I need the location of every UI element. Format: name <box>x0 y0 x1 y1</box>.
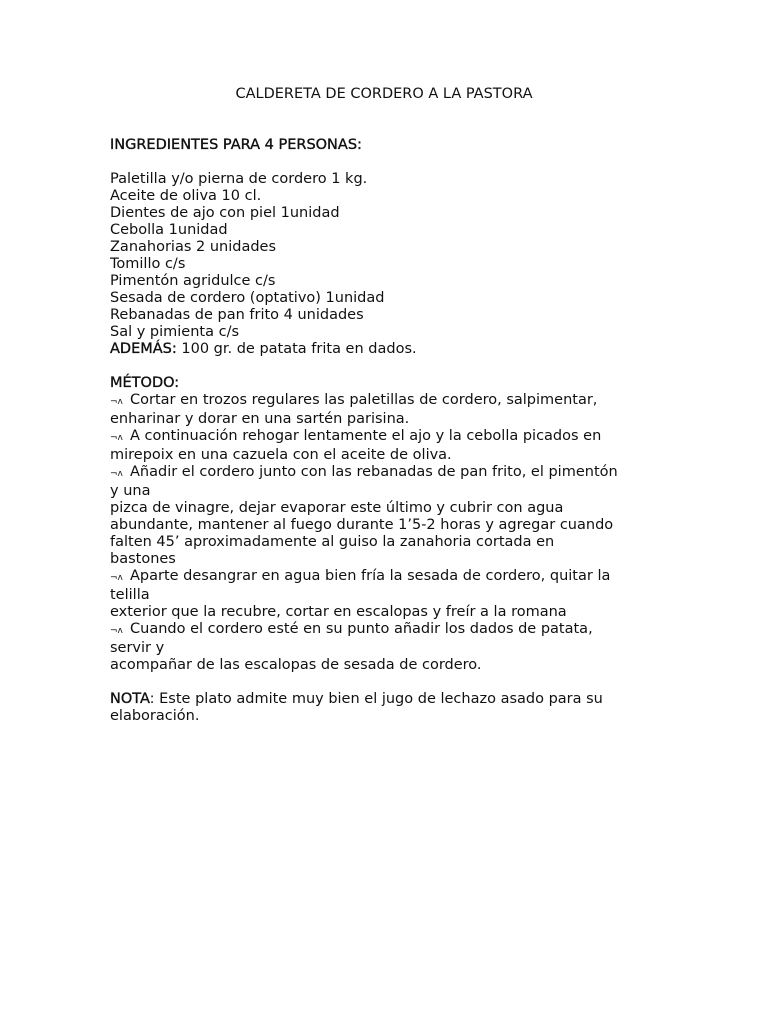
spacer <box>110 154 670 171</box>
method-step <box>110 464 670 483</box>
method-text: A continuación rehogar lentamente el ajo y la cebolla picados en <box>130 428 602 444</box>
method-text: Aparte desangrar en agua bien fría la sesada de cordero, quitar la <box>130 568 611 584</box>
method-heading: MÉTODO: <box>110 375 180 391</box>
note-line: elaboración. <box>110 708 200 724</box>
method-step <box>110 568 670 587</box>
method-step <box>110 428 670 447</box>
note-label: NOTA <box>110 691 150 707</box>
method-text: pizca de vinagre, dejar evaporar este último y cubrir con agua <box>110 500 564 516</box>
bullet-icon: ¬ʌ <box>110 433 123 443</box>
ingredients-list <box>110 171 670 358</box>
method-text: abundante, mantener al fuego durante 1’5-2 horas y agregar cuando <box>110 517 614 533</box>
ingredient-item: Aceite de oliva 10 cl. <box>110 188 262 204</box>
method-text: mirepoix en una cazuela con el aceite de oliva. <box>110 447 452 463</box>
method-text: Cuando el cordero esté en su punto añadir los dados de patata, <box>130 621 593 637</box>
method-text: falten 45’ aproximadamente al guiso la zanahoria cortada en <box>110 534 555 550</box>
method-step <box>110 621 670 640</box>
extra-label: ADEMÁS: <box>110 341 177 357</box>
method-text: y una <box>110 483 151 499</box>
method-step <box>110 392 670 411</box>
ingredient-item: Zanahorias 2 unidades <box>110 239 277 255</box>
ingredients-heading: INGREDIENTES PARA 4 PERSONAS: <box>110 137 362 153</box>
ingredient-item: Tomillo c/s <box>110 256 186 272</box>
extra-ingredient <box>110 341 670 358</box>
ingredient-item: Pimentón agridulce c/s <box>110 273 276 289</box>
method-list <box>110 392 670 674</box>
method-text: Añadir el cordero junto con las rebanadas de pan frito, el pimentón <box>130 464 618 480</box>
method-text: bastones <box>110 551 176 567</box>
ingredient-item: Rebanadas de pan frito 4 unidades <box>110 307 364 323</box>
method-text: exterior que la recubre, cortar en escalopas y freír a la romana <box>110 604 567 620</box>
ingredient-item: Cebolla 1unidad <box>110 222 228 238</box>
method-text: telilla <box>110 587 150 603</box>
note-line <box>110 691 670 708</box>
method-text: enharinar y dorar en una sartén parisina. <box>110 411 410 427</box>
bullet-icon: ¬ʌ <box>110 626 123 636</box>
ingredient-item: Paletilla y/o pierna de cordero 1 kg. <box>110 171 368 187</box>
method-text: Cortar en trozos regulares las paletillas de cordero, salpimentar, <box>130 392 598 408</box>
ingredient-item: Sal y pimienta c/s <box>110 324 240 340</box>
bullet-icon: ¬ʌ <box>110 573 123 583</box>
recipe-title: CALDERETA DE CORDERO A LA PASTORA <box>235 86 533 102</box>
spacer <box>110 674 670 691</box>
ingredient-item: Dientes de ajo con piel 1unidad <box>110 205 340 221</box>
bullet-icon: ¬ʌ <box>110 469 123 479</box>
note-text: : Este plato admite muy bien el jugo de lechazo asado para su <box>149 691 603 707</box>
note-paragraph <box>110 691 670 725</box>
method-text: acompañar de las escalopas de sesada de cordero. <box>110 657 482 673</box>
method-text: servir y <box>110 640 165 656</box>
recipe-body <box>110 137 670 725</box>
ingredient-item: Sesada de cordero (optativo) 1unidad <box>110 290 385 306</box>
spacer <box>110 358 670 375</box>
extra-text: 100 gr. de patata frita en dados. <box>176 341 417 357</box>
bullet-icon: ¬ʌ <box>110 397 123 407</box>
